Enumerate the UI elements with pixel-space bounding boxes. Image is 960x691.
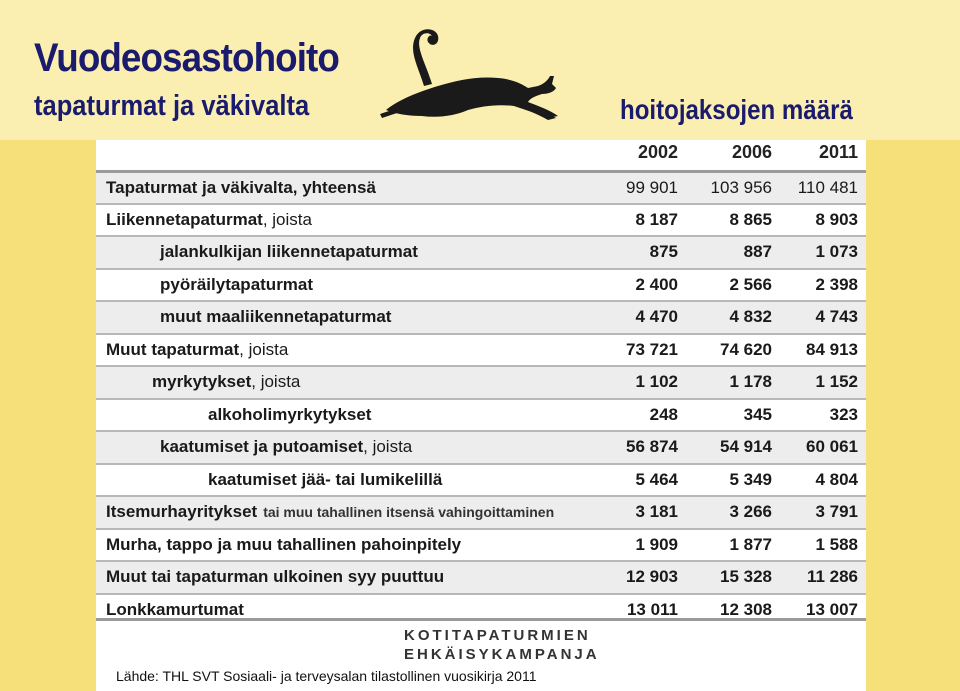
cell-value: 11 286	[806, 567, 858, 586]
cell-value: 4 832	[729, 307, 772, 326]
campaign-logo-text	[404, 626, 600, 664]
table-row	[96, 203, 866, 237]
row-label-bold: Murha, tappo ja muu tahallinen pahoinpitely	[106, 534, 462, 554]
table-row	[96, 333, 866, 367]
year-header: 2006	[731, 142, 772, 162]
cell-value: 1 588	[815, 534, 858, 554]
cell-value: 8 903	[815, 209, 858, 229]
year-header: 2002	[637, 142, 678, 162]
cell-value: 1 073	[815, 242, 858, 261]
cell-value: 1 877	[729, 534, 772, 554]
table-row	[96, 463, 866, 497]
cell-value: 5 464	[635, 469, 678, 489]
cell-value: 1 152	[815, 372, 858, 391]
cell-value: 2 566	[729, 274, 772, 294]
row-label-rest: , joista	[363, 437, 413, 456]
cell-value: 60 061	[806, 437, 858, 456]
year-header: 2011	[818, 142, 858, 162]
row-label-rest: muut maaliikennetapaturmat	[160, 307, 392, 326]
row-label	[106, 340, 288, 360]
cell-value: 2 398	[815, 274, 858, 294]
cell-value: 323	[829, 404, 858, 424]
row-label	[160, 242, 418, 262]
cell-value: 99 901	[626, 178, 678, 197]
table-row	[96, 430, 866, 464]
table-row	[96, 398, 866, 432]
row-label-bold: Muut tai tapaturman ulkoinen syy puuttuu	[106, 567, 445, 586]
row-label	[106, 502, 554, 522]
row-label	[160, 275, 313, 295]
table-row	[96, 560, 866, 594]
table-row	[96, 268, 866, 302]
row-label-rest: pyöräilytapaturmat	[160, 274, 314, 294]
row-label-rest: alkoholimyrkytykset	[208, 404, 372, 424]
brand-line-2: EHKÄISYKAMPANJA	[404, 646, 600, 663]
row-label-bold: myrkytykset	[152, 372, 252, 391]
column-group-title: hoitojaksojen määrä	[620, 94, 853, 125]
table-row	[96, 528, 866, 562]
row-label-rest: tai muu tahallinen itsensä vahingoittaminen	[263, 504, 555, 520]
cell-value: 5 349	[729, 469, 772, 489]
brand-line-1: KOTITAPATURMIEN	[404, 627, 591, 644]
row-label-rest: kaatumiset jää- tai lumikelillä	[208, 469, 443, 489]
row-label-rest: jalankulkijan liikennetapaturmat	[160, 242, 418, 261]
cell-value: 110 481	[797, 178, 858, 197]
row-label-rest: , joista	[251, 372, 301, 391]
table-row	[96, 235, 866, 269]
table-row	[96, 365, 866, 399]
row-label	[106, 567, 444, 587]
cell-value: 875	[649, 242, 678, 261]
row-label-bold: kaatumiset ja putoamiset	[160, 437, 364, 456]
page-subtitle: tapaturmat ja väkivalta	[34, 90, 310, 122]
row-label-bold: Muut tapaturmat	[106, 339, 240, 359]
cell-value: 13 007	[806, 599, 858, 619]
cell-value: 84 913	[806, 339, 858, 359]
cell-value: 4 743	[815, 307, 858, 326]
row-label	[106, 535, 461, 555]
row-label-bold: Itsemurhayritykset	[106, 502, 258, 521]
cell-value: 103 956	[710, 178, 772, 197]
row-label-bold: Liikennetapaturmat	[106, 209, 263, 229]
cell-value: 1 102	[635, 372, 678, 391]
row-label-rest: , joista	[239, 339, 289, 359]
cell-value: 1 909	[635, 534, 678, 554]
row-label	[152, 372, 300, 392]
row-label	[160, 307, 391, 327]
table-row	[96, 300, 866, 334]
cell-value: 56 874	[626, 437, 678, 456]
cell-value: 887	[743, 242, 772, 261]
row-label-rest: , joista	[262, 209, 312, 229]
row-label	[160, 437, 412, 457]
row-label	[106, 600, 244, 620]
row-label-bold: Tapaturmat ja väkivalta, yhteensä	[106, 178, 376, 197]
row-label	[208, 470, 442, 490]
cell-value: 1 178	[729, 372, 772, 391]
page-title: Vuodeosastohoito	[34, 36, 339, 80]
cell-value: 54 914	[720, 437, 772, 456]
row-label-bold: Lonkkamurtumat	[106, 599, 244, 619]
cell-value: 345	[743, 404, 772, 424]
cell-value: 12 308	[720, 599, 772, 619]
table-bottom-rule	[96, 618, 866, 621]
cell-value: 3 791	[815, 502, 858, 521]
cell-value: 12 903	[626, 567, 678, 586]
cell-value: 4 470	[635, 307, 678, 326]
cell-value: 8 865	[729, 209, 772, 229]
year-header-row	[0, 140, 960, 166]
cell-value: 248	[649, 404, 678, 424]
cell-value: 73 721	[626, 339, 678, 359]
cell-value: 3 181	[635, 502, 678, 521]
cell-value: 8 187	[635, 209, 678, 229]
cell-value: 3 266	[729, 502, 772, 521]
cell-value: 2 400	[635, 274, 678, 294]
source-note: Lähde: THL SVT Sosiaali- ja terveysalan tilastollinen vuosikirja 2011	[116, 668, 537, 684]
cell-value: 4 804	[815, 469, 858, 489]
cell-value: 74 620	[720, 339, 772, 359]
row-label	[106, 178, 376, 198]
table-row	[96, 495, 866, 529]
cell-value: 13 011	[626, 599, 678, 619]
row-label	[106, 210, 312, 230]
row-label	[208, 405, 371, 425]
table-row	[96, 593, 866, 627]
cell-value: 15 328	[720, 567, 772, 586]
table-row	[96, 170, 866, 205]
cat-icon	[378, 26, 560, 122]
